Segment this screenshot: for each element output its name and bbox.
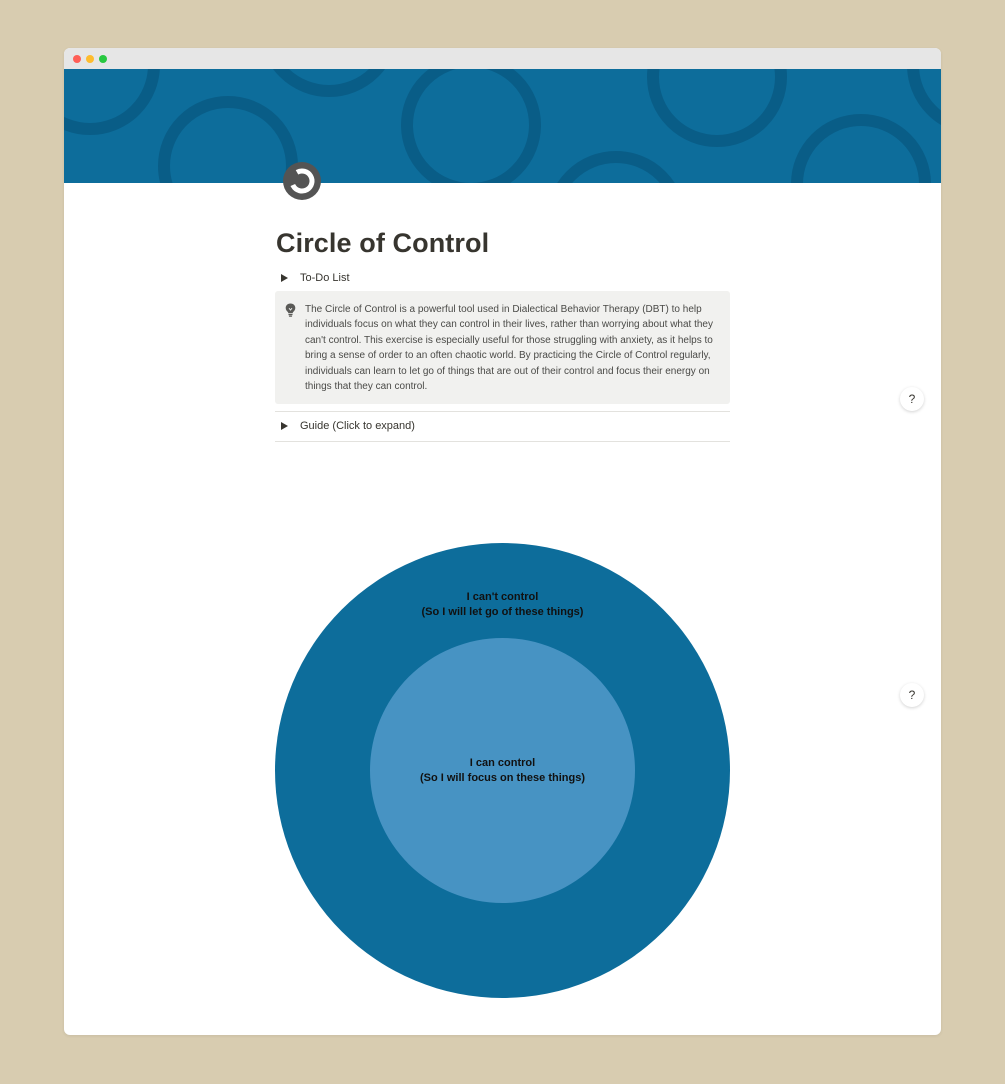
inner-label-line2: (So I will focus on these things) <box>419 772 585 784</box>
todo-list-toggle[interactable] <box>275 267 730 289</box>
cover-rings-pattern <box>64 69 941 183</box>
guide-toggle[interactable] <box>275 415 730 437</box>
lightbulb-icon <box>285 303 296 317</box>
callout-text: The Circle of Control is a powerful tool used in Dialectical Behavior Therapy (DBT) to help individuals focus on what they can control in their lives, rather than worrying about what they can't control. This exercise is especially useful for those struggling with anxiety, as it helps to bring a sense of order to an often chaotic world. By practicing the Circle of Control regularly, individuals can learn to let go of things that are out of their control and focus their energy on things that they can control. <box>305 304 713 393</box>
page-title: Circle of Control <box>276 228 490 258</box>
inner-circle-label <box>275 756 730 786</box>
divider-bottom <box>275 441 730 442</box>
toggle-triangle-icon <box>281 422 288 430</box>
browser-window <box>64 48 941 1035</box>
callout-block <box>275 291 730 404</box>
divider-top <box>275 411 730 412</box>
close-window-button[interactable] <box>73 55 81 63</box>
help-button-secondary[interactable]: ? <box>900 683 924 707</box>
toggle-triangle-icon <box>281 274 288 282</box>
circle-of-control-diagram <box>275 543 730 998</box>
circle-target-icon[interactable] <box>282 161 322 201</box>
inner-label-line1: I can control <box>469 757 536 769</box>
todo-list-toggle-label: To-Do List <box>300 272 350 284</box>
outer-label-line1: I can't control <box>466 591 539 603</box>
outer-circle-label <box>275 590 730 620</box>
maximize-window-button[interactable] <box>99 55 107 63</box>
outer-label-line2: (So I will let go of these things) <box>421 606 584 618</box>
help-button[interactable]: ? <box>900 387 924 411</box>
minimize-window-button[interactable] <box>86 55 94 63</box>
window-titlebar <box>64 48 941 69</box>
page-cover-image <box>64 69 941 183</box>
guide-toggle-label: Guide (Click to expand) <box>300 420 415 432</box>
